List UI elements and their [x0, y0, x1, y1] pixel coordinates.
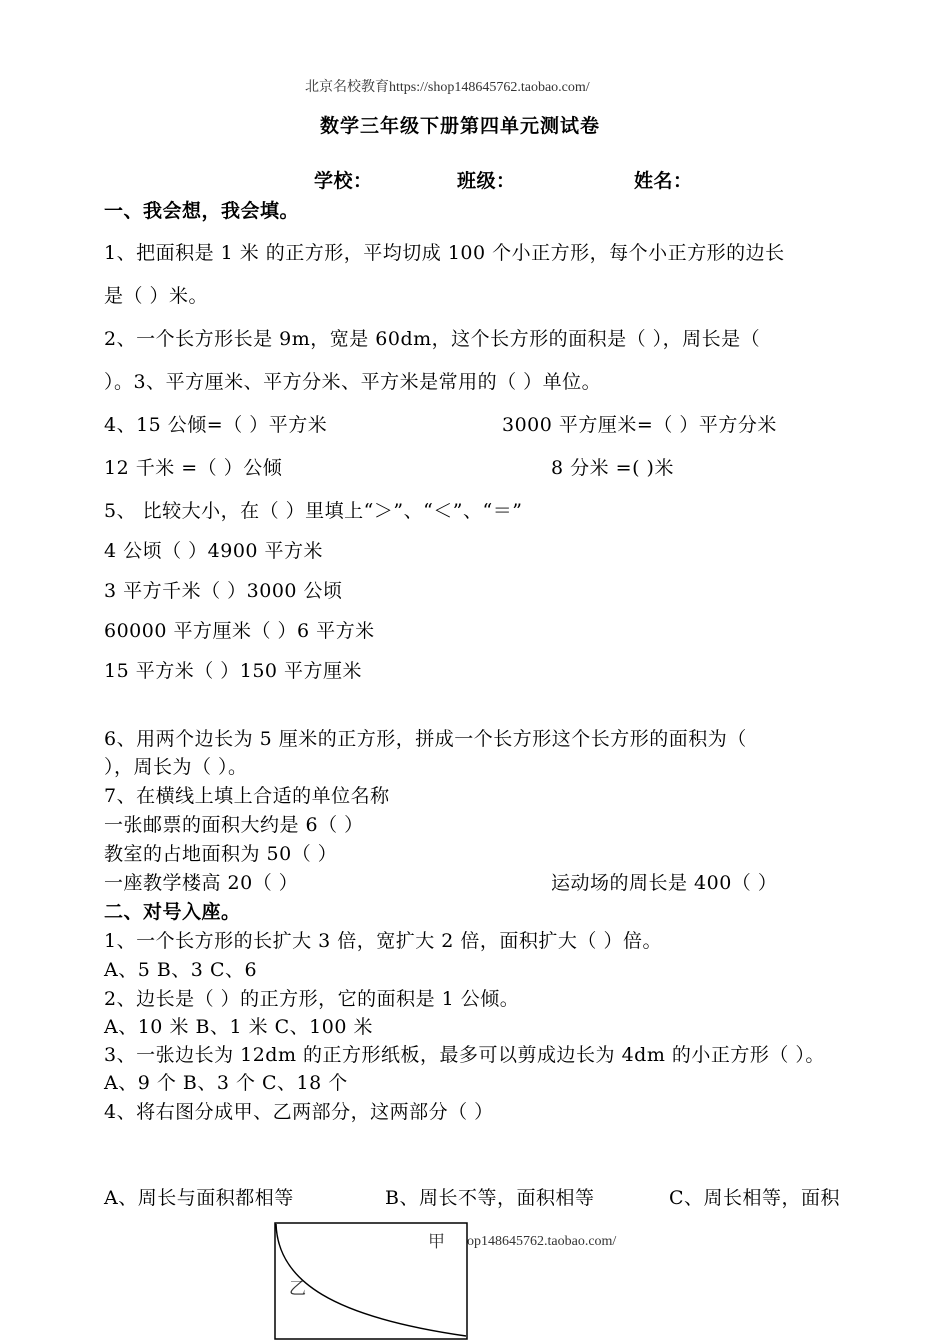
- q1-line2: 是（ ）米。: [104, 285, 209, 307]
- s2-q2-options: A、10 米 B、1 米 C、100 米: [104, 1016, 373, 1038]
- split-square-figure: [274, 1222, 468, 1342]
- q7-item-a: 一张邮票的面积大约是 6（ ）: [104, 814, 364, 836]
- figure-label-jia: 甲: [428, 1232, 445, 1252]
- s2-q4-option-a: A、周长与面积都相等: [104, 1187, 294, 1209]
- q5-item: 15 平方米（ ）150 平方厘米: [104, 660, 363, 682]
- q7-item-c: 一座教学楼高 20（ ）: [104, 872, 299, 894]
- q2-line2: ）。3、平方厘米、平方分米、平方米是常用的（ ）单位。: [104, 371, 602, 393]
- q4-item-c: 12 千米 =（ ）公倾: [104, 457, 283, 479]
- q7-heading: 7、在横线上填上合适的单位名称: [104, 785, 390, 807]
- page-header-url: 北京名校教育https://shop148645762.taobao.com/: [305, 80, 590, 95]
- q7-item-b: 教室的占地面积为 50（ ）: [104, 843, 338, 865]
- q4-item-a: 4、15 公倾=（ ）平方米: [104, 414, 328, 436]
- s2-q3-options: A、9 个 B、3 个 C、18 个: [104, 1072, 348, 1094]
- s2-q3: 3、一张边长为 12dm 的正方形纸板，最多可以剪成边长为 4dm 的小正方形（ ）。: [104, 1044, 825, 1066]
- q5-item: 3 平方千米（ ）3000 公顷: [104, 580, 343, 602]
- s2-q4-option-b: B、周长不等，面积相等: [385, 1187, 595, 1209]
- s2-q4-option-c: C、周长相等，面积: [669, 1187, 841, 1209]
- q2-line1: 2、一个长方形长是 9m，宽是 60dm，这个长方形的面积是（ ），周长是（: [104, 328, 761, 350]
- q6-line2: ），周长为（ ）。: [104, 756, 248, 778]
- figure-label-yi: 乙: [289, 1279, 306, 1299]
- exam-title: 数学三年级下册第四单元测试卷: [320, 115, 601, 137]
- q7-item-d: 运动场的周长是 400（ ）: [551, 872, 778, 894]
- name-label: 姓名：: [634, 170, 693, 192]
- q1-line1: 1、把面积是 1 米 的正方形，平均切成 100 个小正方形，每个小正方形的边长: [104, 242, 785, 264]
- q5-item: 60000 平方厘米（ ）6 平方米: [104, 620, 375, 642]
- q4-item-b: 3000 平方厘米=（ ）平方分米: [502, 414, 777, 436]
- s2-q1: 1、一个长方形的长扩大 3 倍，宽扩大 2 倍，面积扩大（ ）倍。: [104, 930, 662, 952]
- page-footer-url: op148645762.taobao.com/: [467, 1234, 617, 1249]
- q4-item-d: 8 分米 =( )米: [551, 457, 674, 479]
- s2-q4: 4、将右图分成甲、乙两部分，这两部分（ ）: [104, 1101, 494, 1123]
- q6-line1: 6、用两个边长为 5 厘米的正方形，拼成一个长方形这个长方形的面积为（: [104, 728, 747, 750]
- school-label: 学校：: [314, 170, 373, 192]
- class-label: 班级：: [457, 170, 516, 192]
- q5-heading: 5、 比较大小，在（ ）里填上“＞”、“＜”、“＝”: [104, 500, 523, 522]
- section2-heading: 二、对号入座。: [104, 901, 241, 923]
- section1-heading: 一、我会想，我会填。: [104, 200, 300, 222]
- q5-item: 4 公顷（ ）4900 平方米: [104, 540, 324, 562]
- s2-q1-options: A、5 B、3 C、6: [104, 959, 258, 981]
- s2-q2: 2、边长是（ ）的正方形，它的面积是 1 公倾。: [104, 988, 520, 1010]
